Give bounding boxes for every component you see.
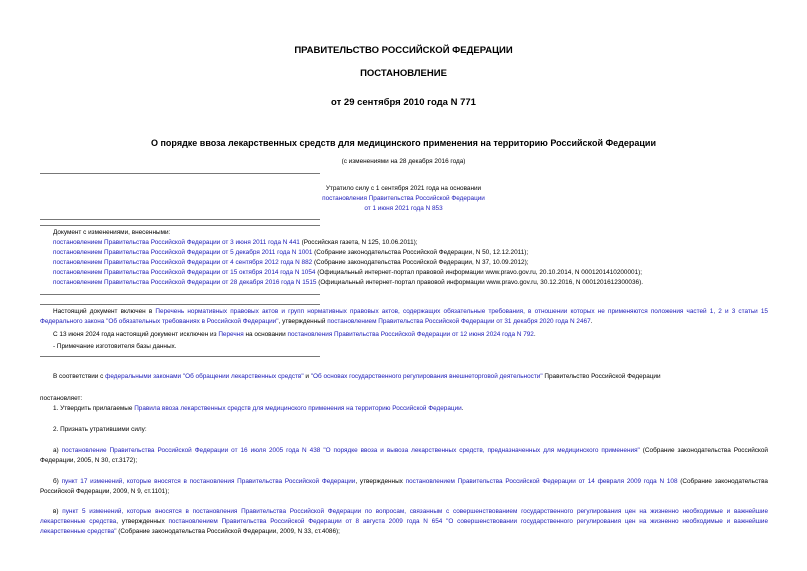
preamble: В соответствии с федеральными законами "Об обращении лекарственных средств" и "Об основах государственного регулирования внешнеторговой деятельности" Правительство Российской Федерации xyxy=(53,373,661,380)
perechen-short-link[interactable]: Перечня xyxy=(218,331,244,338)
decree-792-link[interactable]: постановления Правительства Российской Федерации от 12 июня 2024 года N 792 xyxy=(287,331,534,338)
federal-law-link[interactable]: федеральными законами "Об обращении лекарственных средств" xyxy=(105,373,304,380)
expired-link-line-3[interactable]: от 1 июня 2021 года N 853 xyxy=(364,205,443,212)
edition-note: (с изменениями на 28 декабря 2016 года) xyxy=(341,158,466,165)
date-number-heading: от 29 сентября 2010 года N 771 xyxy=(331,97,476,108)
perechen-link[interactable]: Перечень нормативных правовых актов и групп нормативных правовых актов, содержащих обязательные требования, в отношении которых не применяются положения частей 1, 2 и 3 статьи 15 Федерального закона "Об обязательных требованиях в Российской Федерации" xyxy=(40,308,768,325)
change-item: постановлением Правительства Российской Федерации от 3 июня 2011 года N 441 (Российская газета, N 125, 10.06.2011); xyxy=(53,239,418,246)
expired-line-1: Утратило силу с 1 сентября 2021 года на основании xyxy=(325,185,482,192)
government-heading: ПРАВИТЕЛЬСТВО РОССИЙСКОЙ ФЕДЕРАЦИИ xyxy=(294,45,513,56)
divider xyxy=(40,173,320,174)
rules-link[interactable]: Правила ввоза лекарственных средств для медицинского применения на территорию Российской Федерации xyxy=(134,405,462,412)
change-link[interactable]: постановлением Правительства Российской Федерации от 28 декабря 2016 года N 1515 xyxy=(53,279,317,286)
doc-type-heading: ПОСТАНОВЛЕНИЕ xyxy=(360,68,447,79)
decree-108-link[interactable]: постановлением Правительства Российской Федерации от 14 февраля 2009 года N 108 xyxy=(405,478,678,485)
changes-intro: Документ с изменениями, внесенными: xyxy=(53,229,171,236)
change-item: постановлением Правительства Российской Федерации от 15 октября 2014 года N 1054 (Официальный интернет-портал правовой информации www.pravo.gov.ru, 20.10.2014, N 0001201410200001); xyxy=(53,269,643,276)
divider xyxy=(40,225,320,226)
expired-link-line-2[interactable]: постановления Правительства Российской Федерации xyxy=(322,195,485,202)
item-2: 2. Признать утратившими силу: xyxy=(53,426,147,433)
decree-654-link[interactable]: постановлением Правительства Российской Федерации от 8 августа 2009 года N 654 "О совершенствовании государственного регулирования цен на жизненно необходимые и важнейшие лекарственные средства" xyxy=(40,518,768,535)
decree-2467-link[interactable]: постановлением Правительства Российской Федерации от 31 декабря 2020 года N 2467 xyxy=(327,318,591,325)
document-title: О порядке ввоза лекарственных средств для медицинского применения на территорию Российской Федерации xyxy=(151,138,656,148)
divider xyxy=(40,304,320,305)
divider xyxy=(40,219,320,220)
note-paragraph-1: Настоящий документ включен в Перечень нормативных правовых актов и групп нормативных правовых актов, содержащих обязательные требования, в отношении которых не применяются положения частей 1, 2 и 3 статьи 15 Федерального закона "Об обязательных требованиях в Российской Федерации", утвержденный постановлением Правительства Российской Федерации от 31 декабря 2020 года N 2467. xyxy=(40,308,768,325)
change-item: постановлением Правительства Российской Федерации от 4 сентября 2012 года N 882 (Собрание законодательства Российской Федерации, N 37, 10.09.2012); xyxy=(53,259,529,266)
change-item: постановлением Правительства Российской Федерации от 5 декабря 2011 года N 1001 (Собрание законодательства Российской Федерации, N 50, 12.12.2011); xyxy=(53,249,529,256)
decree-438-link[interactable]: постановление Правительства Российской Федерации от 16 июля 2005 года N 438 "О порядке ввоза и вывоза лекарственных средств, предназначенных для медицинского применения" xyxy=(61,447,640,454)
change-link[interactable]: постановлением Правительства Российской Федерации от 15 октября 2014 года N 1054 xyxy=(53,269,316,276)
item-1: 1. Утвердить прилагаемые Правила ввоза лекарственных средств для медицинского применения на территорию Российской Федерации. xyxy=(53,405,464,412)
change-link[interactable]: постановлением Правительства Российской Федерации от 4 сентября 2012 года N 882 xyxy=(53,259,313,266)
change-item: постановлением Правительства Российской Федерации от 28 декабря 2016 года N 1515 (Официальный интернет-портал правовой информации www.pravo.gov.ru, 30.12.2016, N 0001201612300036). xyxy=(53,279,644,286)
note-paragraph-3: - Примечание изготовителя базы данных. xyxy=(53,343,177,350)
change-link[interactable]: постановлением Правительства Российской Федерации от 5 декабря 2011 года N 1001 xyxy=(53,249,313,256)
divider xyxy=(40,294,320,295)
note-paragraph-2: С 13 июня 2024 года настоящий документ исключен из Перечня на основании постановления Правительства Российской Федерации от 12 июня 2024 года N 792. xyxy=(53,331,536,338)
subitem-b: б) пункт 17 изменений, которые вносятся в постановления Правительства Российской Федерации, утвержденных постановлением Правительства Российской Федерации от 14 февраля 2009 года N 108 (Собрание законодательства Российской Федерации, 2009, N 9, ст.1101); xyxy=(40,478,768,495)
change-link[interactable]: постановлением Правительства Российской Федерации от 3 июня 2011 года N 441 xyxy=(53,239,300,246)
changes-item-17-link[interactable]: пункт 17 изменений, которые вносятся в постановления Правительства Российской Федерации xyxy=(61,478,356,485)
decides-word: постановляет: xyxy=(40,395,83,402)
subitem-v: в) пункт 5 изменений, которые вносятся в постановления Правительства Российской Федерации по вопросам, связанным с совершенствованием государственного регулирования цен на жизненно необходимые и важнейшие лекарственные средства, утвержденных постановлением Правительства Российской Федерации от 8 августа 2009 года N 654 "О совершенствовании государственного регулирования цен на жизненно необходимые и важнейшие лекарственные средства" (Собрание законодательства Российской Федерации, 2009, N 33, ст.4086); xyxy=(40,508,768,535)
divider xyxy=(40,356,320,357)
subitem-a: а) постановление Правительства Российской Федерации от 16 июля 2005 года N 438 "О порядке ввоза и вывоза лекарственных средств, предназначенных для медицинского применения" (Собрание законодательства Российской Федерации, 2005, N 30, ст.3172); xyxy=(40,447,768,464)
foreign-trade-law-link[interactable]: "Об основах государственного регулирования внешнеторговой деятельности" xyxy=(310,373,543,380)
changes-item-5-link[interactable]: пункт 5 изменений, которые вносятся в постановления Правительства Российской Федерации по вопросам, связанным с совершенствованием государственного регулирования цен на жизненно необходимые и важнейшие лекарственные средства xyxy=(40,508,768,525)
